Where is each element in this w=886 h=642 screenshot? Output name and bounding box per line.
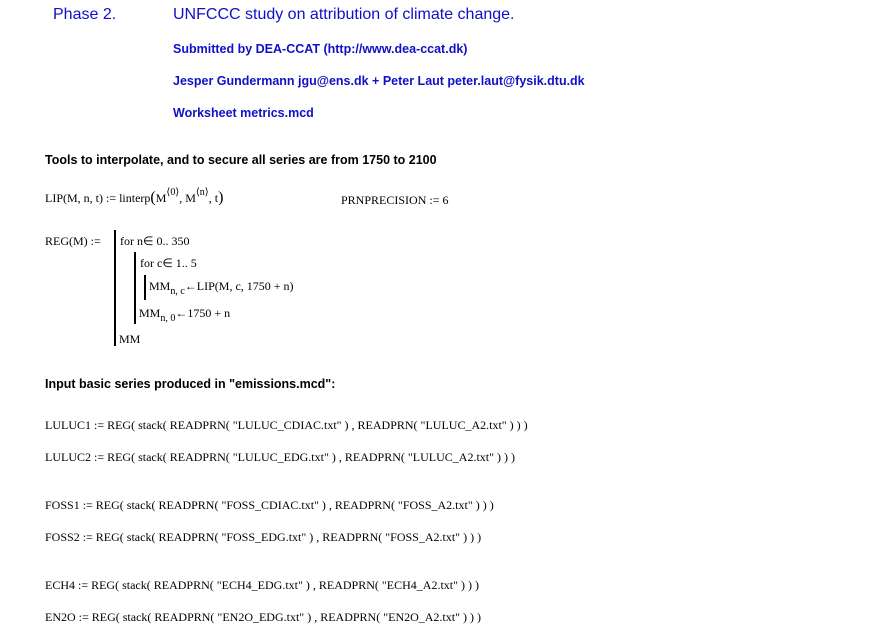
- program-bar-loop-c: [144, 275, 146, 300]
- assign-expr: ←1750 + n: [175, 306, 231, 320]
- inputs-heading: Input basic series produced in "emissions.mcd":: [45, 377, 336, 391]
- program-bar-outer: [114, 230, 116, 346]
- program-bar-loop-n: [134, 252, 136, 324]
- reg-assign-lip: [149, 279, 294, 297]
- tools-heading: Tools to interpolate, and to secure all series are from 1750 to 2100: [45, 153, 437, 167]
- equation-foss2: FOSS2 := REG( stack( READPRN( "FOSS_EDG.txt" ) , READPRN( "FOSS_A2.txt" ) ) ): [45, 530, 482, 544]
- lip-lhs: LIP(M, n, t) := linterp: [45, 191, 151, 205]
- equation-ech4: ECH4 := REG( stack( READPRN( "ECH4_EDG.txt" ) , READPRN( "ECH4_A2.txt" ) ) ): [45, 578, 480, 592]
- lip-comma: , M: [179, 191, 196, 205]
- submitted-by: Submitted by DEA-CCAT (http://www.dea-ccat.dk): [173, 42, 468, 56]
- lip-end: , t: [208, 191, 219, 205]
- equation-en2o: EN2O := REG( stack( READPRN( "EN2O_EDG.txt" ) , READPRN( "EN2O_A2.txt" ) ) ): [45, 610, 481, 624]
- prn-precision: PRNPRECISION := 6: [341, 193, 449, 207]
- reg-for-n: for n∈ 0.. 350: [120, 234, 190, 248]
- close-paren: ): [218, 189, 224, 206]
- phase-label: Phase 2.: [53, 6, 117, 23]
- authors: Jesper Gundermann jgu@ens.dk + Peter Laut peter.laut@fysik.dtu.dk: [173, 74, 585, 88]
- mm-subscript: n, 0: [160, 313, 176, 324]
- lip-matrix: M: [155, 191, 167, 205]
- equation-foss1: FOSS1 := REG( stack( READPRN( "FOSS_CDIAC.txt" ) , READPRN( "FOSS_A2.txt" ) ) ): [45, 498, 494, 512]
- lip-definition: [45, 189, 223, 207]
- mm-subscript: n, c: [170, 286, 185, 297]
- lip-column-n: ⟨n⟩: [195, 187, 209, 198]
- reg-return: MM: [119, 332, 141, 346]
- reg-assign-year: [139, 306, 231, 324]
- open-paren: (: [150, 189, 156, 206]
- equation-luluc1: LULUC1 := REG( stack( READPRN( "LULUC_CDIAC.txt" ) , READPRN( "LULUC_A2.txt" ) ) ): [45, 418, 528, 432]
- reg-for-c: for c∈ 1.. 5: [140, 256, 197, 270]
- worksheet-name: Worksheet metrics.mcd: [173, 106, 314, 120]
- equation-luluc2: LULUC2 := REG( stack( READPRN( "LULUC_EDG.txt" ) , READPRN( "LULUC_A2.txt" ) ) ): [45, 450, 515, 464]
- lip-column-0: ⟨0⟩: [166, 187, 180, 198]
- mm-var: MM: [139, 306, 161, 320]
- reg-lhs: REG(M) :=: [45, 234, 101, 248]
- mm-var: MM: [149, 279, 171, 293]
- page-title: UNFCCC study on attribution of climate change.: [173, 6, 515, 23]
- assign-expr: ←LIP(M, c, 1750 + n): [184, 279, 294, 293]
